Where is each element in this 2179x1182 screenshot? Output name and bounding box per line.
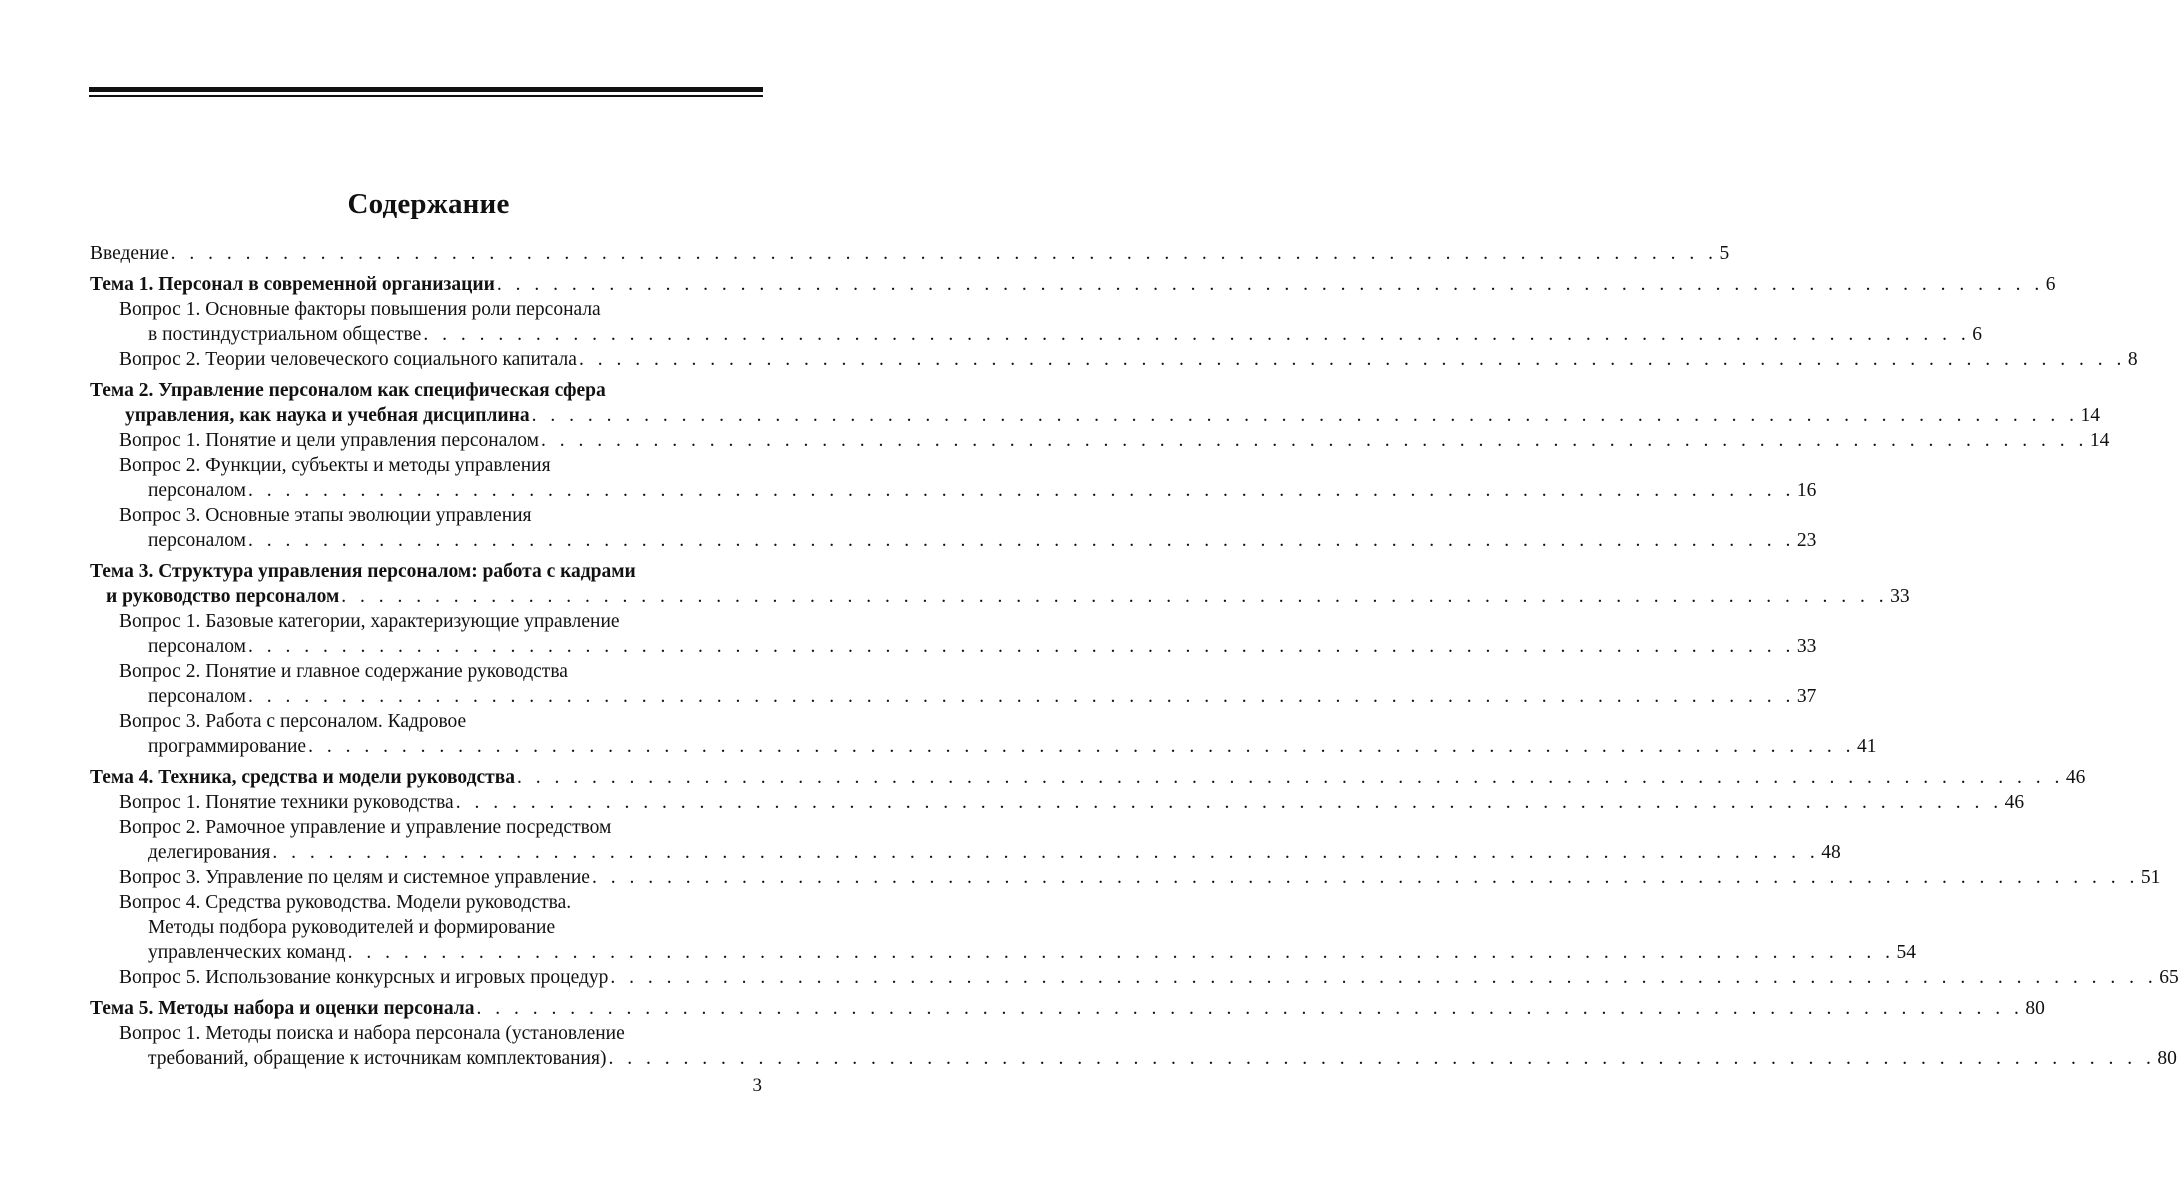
toc-entry-text: Вопрос 5. Использование конкурсных и игровых процедур	[119, 967, 609, 988]
toc-entry-text: в постиндустриальном обществе	[148, 324, 422, 345]
toc-question-line	[90, 322, 1982, 347]
toc-question-line	[90, 609, 762, 634]
page-number: 3	[752, 1075, 762, 1096]
toc-page-number: 46	[2065, 767, 2086, 788]
toc-page-number: 8	[2127, 349, 2138, 370]
toc-entry-text: Методы подбора руководителей и формирование	[148, 917, 556, 938]
page-title: Содержание	[347, 188, 510, 220]
toc-dot-leader: . . . . . . . . . . . . . . . . . . . . . . . . . . . . . . . . . . . . . . . . . . . . . . . . . . . . . . . . . . . . . . . . . . . . . . . . . . . . . . . . . . .	[341, 586, 1889, 607]
toc-entry-text: Тема 4. Техника, средства и модели руководства	[90, 767, 515, 788]
toc-topic-line	[90, 272, 2056, 297]
toc-page-number: 6	[2045, 274, 2056, 295]
toc-question-line	[90, 915, 762, 940]
toc-entry-text: Тема 5. Методы набора и оценки персонала	[90, 998, 475, 1019]
toc-dot-leader: . . . . . . . . . . . . . . . . . . . . . . . . . . . . . . . . . . . . . . . . . . . . . . . . . . . . . . . . . . . . . . . . . . . . . . . . . . . . . . . . . . .	[272, 842, 1820, 863]
toc-entry-text: Вопрос 1. Понятие и цели управления персоналом	[119, 430, 539, 451]
toc-page-number: 16	[1796, 480, 1817, 501]
toc-question-line	[90, 453, 762, 478]
toc-dot-leader: . . . . . . . . . . . . . . . . . . . . . . . . . . . . . . . . . . . . . . . . . . . . . . . . . . . . . . . . . . . . . . . . . . . . . . . . . . . . . . . . . . .	[247, 530, 1795, 551]
toc-dot-leader: . . . . . . . . . . . . . . . . . . . . . . . . . . . . . . . . . . . . . . . . . . . . . . . . . . . . . . . . . . . . . . . . . . . . . . . . . . . . . . . . . . .	[347, 942, 1895, 963]
toc-question-line	[90, 890, 762, 915]
toc-entry-text: Вопрос 1. Основные факторы повышения роли персонала	[119, 299, 601, 320]
header-rule-thick	[89, 87, 763, 92]
toc-entry-text: персоналом	[148, 686, 246, 707]
toc-dot-leader: . . . . . . . . . . . . . . . . . . . . . . . . . . . . . . . . . . . . . . . . . . . . . . . . . . . . . . . . . . . . . . . . . . . . . . . . . . . . . . . . . . .	[540, 430, 2088, 451]
toc-question-line	[90, 684, 1817, 709]
toc-entry-text: персоналом	[148, 636, 246, 657]
toc-page-number: 33	[1890, 586, 1910, 607]
toc-dot-leader: . . . . . . . . . . . . . . . . . . . . . . . . . . . . . . . . . . . . . . . . . . . . . . . . . . . . . . . . . . . . . . . . . . . . . . . . . . . . . . . . . . .	[591, 867, 2139, 888]
header-rule-thin	[89, 95, 763, 97]
toc-entry-text: Вопрос 1. Базовые категории, характеризующие управление	[119, 611, 620, 632]
toc-question-line	[90, 428, 2110, 453]
toc-entry-text: Вопрос 2. Рамочное управление и управление посредством	[119, 817, 612, 838]
toc-dot-leader: . . . . . . . . . . . . . . . . . . . . . . . . . . . . . . . . . . . . . . . . . . . . . . . . . . . . . . . . . . . . . . . . . . . . . . . . . . . . . . . . . . .	[170, 243, 1718, 264]
toc-page-number: 65	[2159, 967, 2179, 988]
toc-dot-leader: . . . . . . . . . . . . . . . . . . . . . . . . . . . . . . . . . . . . . . . . . . . . . . . . . . . . . . . . . . . . . . . . . . . . . . . . . . . . . . . . . . .	[578, 349, 2126, 370]
toc-question-line	[90, 503, 762, 528]
toc-dot-leader: . . . . . . . . . . . . . . . . . . . . . . . . . . . . . . . . . . . . . . . . . . . . . . . . . . . . . . . . . . . . . . . . . . . . . . . . . . . . . . . . . . .	[247, 480, 1795, 501]
toc-entry-text: требований, обращение к источникам комплектования)	[148, 1048, 607, 1069]
toc-page-number: 23	[1796, 530, 1817, 551]
toc-question-line	[90, 1021, 762, 1046]
toc-question-line	[90, 528, 1817, 553]
toc-entry-text: Тема 2. Управление персоналом как специфическая сфера	[90, 380, 606, 401]
toc-page-number: 41	[1856, 736, 1877, 757]
toc-question-line	[90, 1046, 2177, 1071]
toc-question-line	[90, 709, 762, 734]
toc-page-number: 6	[1972, 324, 1982, 345]
toc-entry-text: Введение	[90, 243, 169, 264]
toc-entry-text: персоналом	[148, 480, 246, 501]
toc-page-number: 14	[2089, 430, 2110, 451]
toc-question-line	[90, 840, 1841, 865]
toc-dot-leader: . . . . . . . . . . . . . . . . . . . . . . . . . . . . . . . . . . . . . . . . . . . . . . . . . . . . . . . . . . . . . . . . . . . . . . . . . . . . . . . . . . .	[516, 767, 2064, 788]
toc-page-number: 51	[2140, 867, 2161, 888]
toc-question-line	[90, 297, 762, 322]
toc-entry-text: Вопрос 2. Понятие и главное содержание руководства	[119, 661, 568, 682]
toc-dot-leader: . . . . . . . . . . . . . . . . . . . . . . . . . . . . . . . . . . . . . . . . . . . . . . . . . . . . . . . . . . . . . . . . . . . . . . . . . . . . . . . . . . .	[308, 736, 1855, 757]
toc-page-number: 33	[1796, 636, 1817, 657]
toc-dot-leader: . . . . . . . . . . . . . . . . . . . . . . . . . . . . . . . . . . . . . . . . . . . . . . . . . . . . . . . . . . . . . . . . . . . . . . . . . . . . . . . . . . .	[531, 405, 2079, 426]
toc-question-line	[90, 241, 1730, 266]
toc-entry-text: управления, как наука и учебная дисциплина	[125, 405, 530, 426]
toc-page-number: 37	[1796, 686, 1817, 707]
toc-entry-text: Вопрос 2. Функции, субъекты и методы управления	[119, 455, 551, 476]
toc-topic-line	[90, 996, 2045, 1021]
toc-page-number: 80	[2025, 998, 2045, 1019]
toc-topic-line	[90, 584, 1910, 609]
toc-dot-leader: . . . . . . . . . . . . . . . . . . . . . . . . . . . . . . . . . . . . . . . . . . . . . . . . . . . . . . . . . . . . . . . . . . . . . . . . . . . . . . . . . . .	[476, 998, 2024, 1019]
toc-entry-text: Вопрос 3. Основные этапы эволюции управления	[119, 505, 532, 526]
toc-page-number: 46	[2004, 792, 2025, 813]
toc-page-number: 54	[1896, 942, 1916, 963]
toc-entry-text: Вопрос 1. Методы поиска и набора персонала (установление	[119, 1023, 625, 1044]
table-of-contents	[90, 241, 2179, 1071]
toc-page-number: 80	[2157, 1048, 2177, 1069]
toc-entry-text: делегирования	[148, 842, 271, 863]
toc-page-number: 48	[1821, 842, 1841, 863]
toc-entry-text: Тема 3. Структура управления персоналом: работа с кадрами	[90, 561, 636, 582]
toc-dot-leader: . . . . . . . . . . . . . . . . . . . . . . . . . . . . . . . . . . . . . . . . . . . . . . . . . . . . . . . . . . . . . . . . . . . . . . . . . . . . . . . . . . .	[423, 324, 1971, 345]
toc-dot-leader: . . . . . . . . . . . . . . . . . . . . . . . . . . . . . . . . . . . . . . . . . . . . . . . . . . . . . . . . . . . . . . . . . . . . . . . . . . . . . . . . . . .	[496, 274, 2044, 295]
toc-topic-line	[90, 765, 2086, 790]
toc-topic-line	[90, 559, 762, 584]
toc-dot-leader: . . . . . . . . . . . . . . . . . . . . . . . . . . . . . . . . . . . . . . . . . . . . . . . . . . . . . . . . . . . . . . . . . . . . . . . . . . . . . . . . . . .	[247, 686, 1795, 707]
toc-question-line	[90, 865, 2161, 890]
toc-dot-leader: . . . . . . . . . . . . . . . . . . . . . . . . . . . . . . . . . . . . . . . . . . . . . . . . . . . . . . . . . . . . . . . . . . . . . . . . . . . . . . . . . . .	[247, 636, 1795, 657]
toc-topic-line	[90, 378, 762, 403]
toc-question-line	[90, 815, 762, 840]
toc-entry-text: Тема 1. Персонал в современной организации	[90, 274, 495, 295]
toc-dot-leader: . . . . . . . . . . . . . . . . . . . . . . . . . . . . . . . . . . . . . . . . . . . . . . . . . . . . . . . . . . . . . . . . . . . . . . . . . . . . . . . . . . .	[455, 792, 2003, 813]
toc-page-number: 5	[1719, 243, 1730, 264]
toc-entry-text: Вопрос 3. Работа с персоналом. Кадровое	[119, 711, 467, 732]
toc-dot-leader: . . . . . . . . . . . . . . . . . . . . . . . . . . . . . . . . . . . . . . . . . . . . . . . . . . . . . . . . . . . . . . . . . . . . . . . . . . . . . . . . . . .	[608, 1048, 2156, 1069]
toc-question-line	[90, 634, 1817, 659]
toc-entry-text: персоналом	[148, 530, 246, 551]
toc-topic-line	[90, 403, 2100, 428]
toc-question-line	[90, 347, 2138, 372]
toc-page-number: 14	[2080, 405, 2100, 426]
toc-question-line	[90, 478, 1817, 503]
toc-question-line	[90, 965, 2179, 990]
toc-question-line	[90, 734, 1877, 759]
toc-entry-text: и руководство персоналом	[106, 586, 340, 607]
toc-entry-text: Вопрос 4. Средства руководства. Модели руководства.	[119, 892, 572, 913]
toc-question-line	[90, 790, 2025, 815]
toc-entry-text: Вопрос 3. Управление по целям и системное управление	[119, 867, 590, 888]
toc-entry-text: Вопрос 1. Понятие техники руководства	[119, 792, 454, 813]
toc-dot-leader: . . . . . . . . . . . . . . . . . . . . . . . . . . . . . . . . . . . . . . . . . . . . . . . . . . . . . . . . . . . . . . . . . . . . . . . . . . . . . . . . . . .	[610, 967, 2158, 988]
toc-entry-text: программирование	[148, 736, 307, 757]
toc-question-line	[90, 659, 762, 684]
toc-entry-text: Вопрос 2. Теории человеческого социального капитала	[119, 349, 577, 370]
toc-entry-text: управленческих команд	[148, 942, 346, 963]
toc-question-line	[90, 940, 1916, 965]
